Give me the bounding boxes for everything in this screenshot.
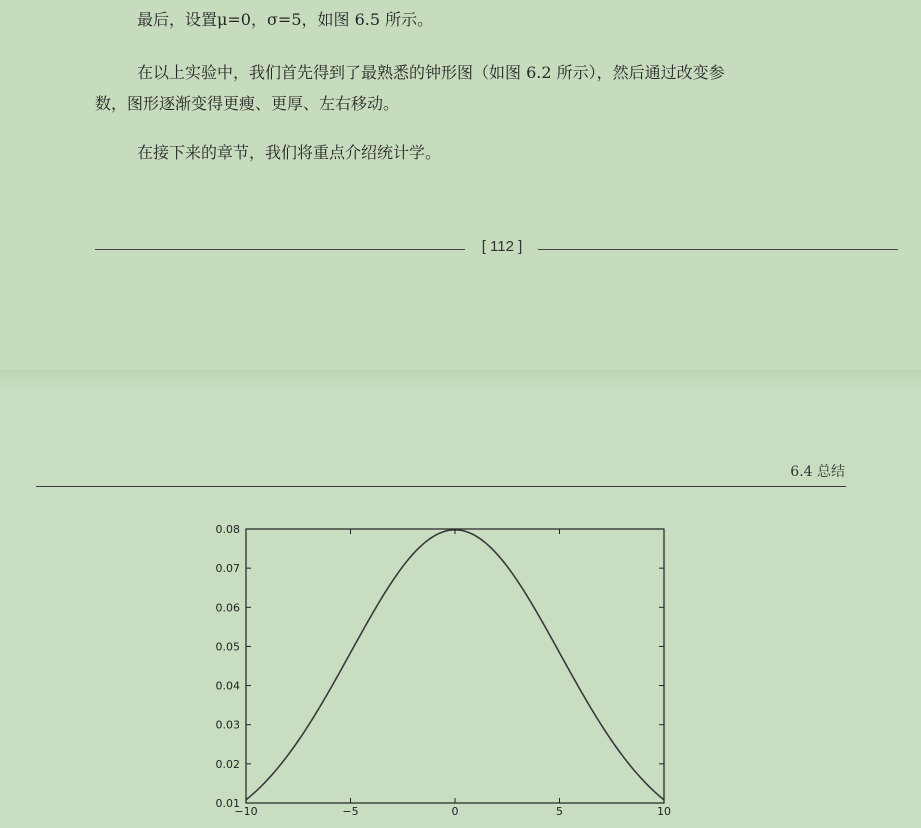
running-header: 6.4 总结 (790, 464, 845, 480)
y-tick-label: 0.03 (215, 718, 240, 732)
x-tick-label: −5 (342, 805, 359, 818)
page-number: [ 112 ] (481, 238, 523, 255)
header-rule (36, 486, 846, 487)
paragraph-2-line-1: 在以上实验中，我们首先得到了最熟悉的钟形图（如图 6.2 所示），然后通过改变参 (137, 63, 725, 82)
paragraph-1: 最后，设置μ=0，σ=5，如图 6.5 所示。 (137, 10, 434, 29)
plot-frame (246, 529, 664, 803)
y-tick-label: 0.04 (215, 679, 240, 693)
series-line (246, 530, 664, 800)
y-tick-label: 0.07 (215, 562, 240, 576)
paragraph-2-line-2: 数，图形逐渐变得更瘦、更厚、左右移动。 (95, 94, 400, 113)
y-tick-label: 0.02 (215, 757, 240, 771)
y-tick-label: 0.01 (215, 797, 240, 810)
x-tick-label: 10 (657, 805, 671, 818)
upper-page (0, 0, 921, 370)
x-tick-label: −10 (234, 805, 258, 818)
page-number-rule-right (538, 249, 898, 250)
y-tick-label: 0.05 (215, 640, 240, 654)
page-gap (0, 370, 921, 390)
page-number-rule-left (95, 249, 465, 250)
x-tick-label: 0 (451, 805, 459, 818)
y-tick-label: 0.08 (215, 523, 240, 536)
y-tick-label: 0.06 (215, 601, 240, 615)
normal-distribution-chart (190, 515, 690, 828)
x-tick-label: 5 (556, 805, 563, 818)
paragraph-3: 在接下来的章节，我们将重点介绍统计学。 (137, 143, 442, 162)
